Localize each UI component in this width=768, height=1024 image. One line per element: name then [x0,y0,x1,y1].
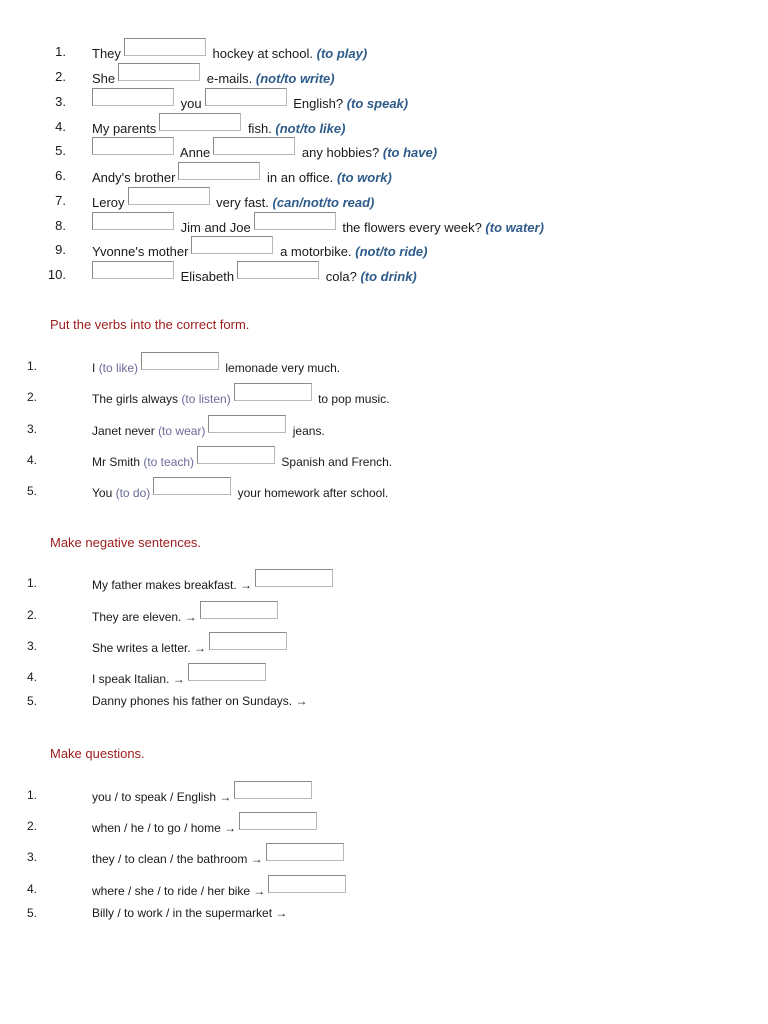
item-number: 4. [26,882,37,896]
answer-field[interactable] [200,601,278,619]
sentence-part: when / he / to go / home → [92,821,237,835]
item-number: 8. [55,218,66,233]
sentence-part: Jim and Joe [180,220,251,235]
sentence-part: They [92,46,121,61]
answer-field[interactable] [205,88,287,106]
sentence-part: English? [293,96,344,111]
sentence-part: you [180,96,202,111]
sentence-part: Andy's brother [92,170,176,185]
verb-hint: (to like) [98,361,139,375]
sentence-part: The girls always [92,392,179,406]
item-number: 9. [55,242,66,257]
answer-field[interactable] [153,477,231,495]
item-number: 3. [26,639,37,653]
answer-field[interactable] [92,137,174,155]
section-heading: Make questions. [50,746,145,761]
sentence-part: they / to clean / the bathroom → [92,852,263,866]
sentence-part: where / she / to ride / her bike → [92,884,266,898]
verb-hint: (to teach) [143,455,195,469]
sentence-part: fish. [247,121,272,136]
sentence-part: to pop music. [318,392,390,406]
answer-field[interactable] [118,63,200,81]
item-number: 3. [26,850,37,864]
item-number: 2. [55,69,66,84]
item-number: 4. [55,119,66,134]
sentence-part: Yvonne's mother [92,244,189,259]
answer-field[interactable] [92,212,174,230]
sentence-part: Leroy [92,195,125,210]
sentence-part: the flowers every week? [342,220,482,235]
item-number: 10. [47,267,66,282]
sentence-part: you / to speak / English → [92,790,232,804]
item-number: 5. [26,694,37,708]
answer-field[interactable] [141,352,219,370]
item-number: 2. [26,819,37,833]
section-heading: Put the verbs into the correct form. [50,317,250,332]
item-number: 6. [55,168,66,183]
item-number: 1. [55,44,66,59]
item-number: 5. [26,906,37,920]
sentence-part: Elisabeth [180,269,235,284]
answer-field[interactable] [92,261,174,279]
answer-field[interactable] [188,663,266,681]
sentence-part: She writes a letter. → [92,641,207,655]
answer-field[interactable] [197,446,275,464]
sentence-part: e-mails. [206,71,253,86]
sentence-part: I [92,361,96,375]
item-number: 4. [26,670,37,684]
answer-field[interactable] [209,632,287,650]
sentence-part: My father makes breakfast. → [92,578,253,592]
answer-field[interactable] [178,162,260,180]
sentence-part: lemonade very much. [225,361,341,375]
item-number: 1. [26,788,37,802]
answer-field[interactable] [268,875,346,893]
verb-hint: (to play) [316,46,368,61]
verb-hint: (to have) [382,145,438,160]
answer-field[interactable] [237,261,319,279]
sentence-part: I speak Italian. → [92,672,185,686]
verb-hint: (not/to write) [255,71,335,86]
sentence-part: They are eleven. → [92,610,197,624]
verb-hint: (can/not/to read) [272,195,375,210]
verb-hint: (to do) [115,486,151,500]
item-number: 5. [26,484,37,498]
sentence-part: any hobbies? [301,145,380,160]
item-number: 3. [26,422,37,436]
item-number: 3. [55,94,66,109]
answer-field[interactable] [239,812,317,830]
verb-hint: (to listen) [181,392,231,406]
sentence-part: Danny phones his father on Sundays. → [92,694,308,708]
sentence-part: My parents [92,121,157,136]
answer-field[interactable] [124,38,206,56]
verb-hint: (to wear) [158,424,206,438]
answer-field[interactable] [254,212,336,230]
verb-hint: (to drink) [360,269,417,284]
verb-hint: (to work) [336,170,392,185]
item-number: 2. [26,390,37,404]
sentence-part: in an office. [267,170,334,185]
answer-field[interactable] [255,569,333,587]
sentence-part: You [92,486,113,500]
sentence-part: cola? [325,269,357,284]
sentence-part: Anne [179,145,211,160]
verb-hint: (not/to like) [275,121,346,136]
item-number: 1. [26,359,37,373]
answer-field[interactable] [208,415,286,433]
item-number: 7. [55,193,66,208]
answer-field[interactable] [266,843,344,861]
item-number: 4. [26,453,37,467]
answer-field[interactable] [92,88,174,106]
item-number: 2. [26,608,37,622]
verb-hint: (to water) [485,220,544,235]
verb-hint: (not/to ride) [355,244,428,259]
sentence-part: jeans. [292,424,325,438]
sentence-part: Janet never [92,424,155,438]
sentence-part: Mr Smith [92,455,140,469]
sentence-part: your homework after school. [237,486,389,500]
answer-field[interactable] [213,137,295,155]
answer-field[interactable] [234,383,312,401]
sentence-part: Spanish and French. [281,455,393,469]
section-heading: Make negative sentences. [50,535,202,550]
sentence-part: a motorbike. [280,244,352,259]
sentence-part: Billy / to work / in the supermarket → [92,906,288,920]
sentence-part: very fast. [216,195,269,210]
sentence-part: She [92,71,116,86]
answer-field[interactable] [234,781,312,799]
sentence-part: hockey at school. [212,46,313,61]
answer-field[interactable] [159,113,241,131]
answer-field[interactable] [128,187,210,205]
verb-hint: (to speak) [346,96,409,111]
item-number: 5. [55,143,66,158]
item-number: 1. [26,576,37,590]
answer-field[interactable] [191,236,273,254]
